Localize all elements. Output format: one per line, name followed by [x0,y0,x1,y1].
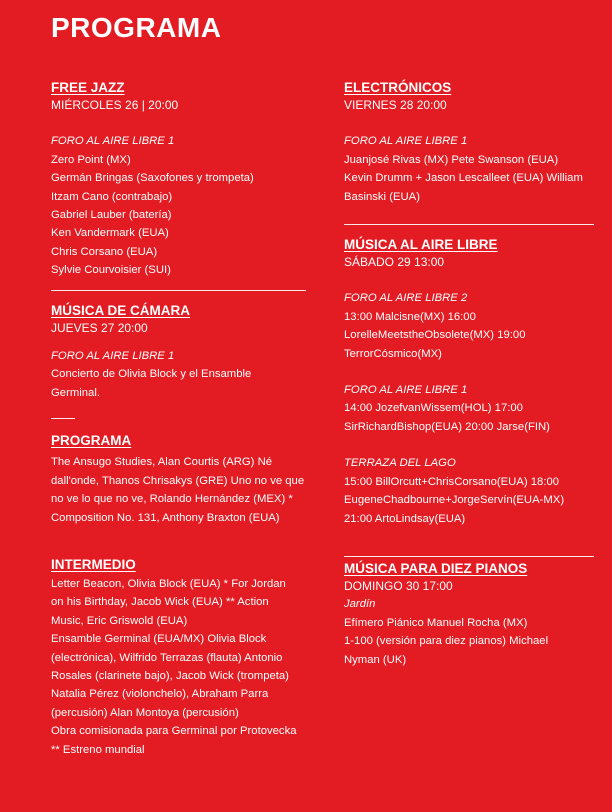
lineup-item: Ken Vandermark (EUA) [51,227,169,240]
intermedio-line: ** Estreno mundial [51,743,145,756]
camara-venue: FORO AL AIRE LIBRE 1 [51,350,175,363]
intermedio-line: Ensamble Germinal (EUA/MX) Olivia Block [51,633,267,646]
lineup-item: 1-100 (versión para diez pianos) Michael [344,635,549,648]
section-heading-diez-pianos: MÚSICA PARA DIEZ PIANOS [344,560,528,576]
intermedio-line: (electrónica), Wilfrido Terrazas (flauta) Antonio [51,651,283,664]
left-column [51,80,306,759]
diez-pianos-venue: Jardín [344,598,376,611]
diez-pianos-date: DOMINGO 30 17:00 [344,578,453,593]
intermedio-line: (percusión) Alan Montoya (percusión) [51,706,239,719]
intermedio-line: Obra comisionada para Germinal por Protovecka [51,725,297,738]
intermedio-line: Music, Eric Griswold (EUA) [51,614,188,627]
lineup-item: 14:00 JozefvanWissem(HOL) 17:00 [344,402,523,415]
section-heading-free-jazz: FREE JAZZ [51,80,125,95]
section-heading-programa: PROGRAMA [51,433,132,449]
aire-libre-venue-1: FORO AL AIRE LIBRE 2 [344,292,468,305]
aire-libre-venue-2: FORO AL AIRE LIBRE 1 [344,384,468,397]
lineup-item: 21:00 ArtoLindsay(EUA) [344,512,466,525]
programa-line: dall'onde, Thanos Chrisakys (GRE) Uno no ve que [51,474,305,487]
section-heading-aire-libre: MÚSICA AL AIRE LIBRE [344,237,498,253]
intermedio-line: Rosales (clarinete bajo), Jacob Wick (trompeta) [51,669,289,682]
lineup-item: 13:00 Malcisne(MX) 16:00 [344,310,476,323]
aire-libre-date: SÁBADO 29 13:00 [344,255,445,270]
intermedio-line: Natalia Pérez (violonchelo), Abraham Parra [51,688,269,701]
section-heading-intermedio: INTERMEDIO [51,556,136,572]
lineup-item: Juanjosé Rivas (MX) Pete Swanson (EUA) [344,153,559,166]
lineup-item: Itzam Cano (contrabajo) [51,190,173,203]
camara-date: JUEVES 27 20:00 [51,320,148,335]
section-heading-camara: MÚSICA DE CÁMARA [51,302,190,318]
lineup-item: Germán Bringas (Saxofones y trompeta) [51,172,254,185]
lineup-item: Zero Point (MX) [51,153,131,166]
lineup-item: SirRichardBishop(EUA) 20:00 Jarse(FIN) [344,420,550,433]
lineup-item: Nyman (UK) [344,653,407,666]
intermedio-line: on his Birthday, Jacob Wick (EUA) ** Action [51,596,269,609]
lineup-item: Kevin Drumm + Jason Lescalleet (EUA) William [344,172,583,185]
page-title: PROGRAMA [51,12,222,43]
camara-line: Germinal. [51,386,100,399]
intermedio-line: Letter Beacon, Olivia Block (EUA) * For Jordan [51,577,286,590]
lineup-item: 15:00 BillOrcutt+ChrisCorsano(EUA) 18:00 [344,475,560,488]
section-heading-electronicos: ELECTRÓNICOS [344,80,452,95]
lineup-item: TerrorCósmico(MX) [344,347,442,360]
camara-line: Concierto de Olivia Block y el Ensamble [51,368,252,381]
short-divider [51,418,75,419]
section-divider [344,556,594,557]
programa-line: The Ansugo Studies, Alan Courtis (ARG) Né [51,456,273,469]
lineup-item: Basinski (EUA) [344,190,420,203]
programa-line: no ve lo que no ve, Rolando Hernández (MEX) * [51,493,293,506]
electronicos-date: VIERNES 28 20:00 [344,98,447,112]
free-jazz-date: MIÉRCOLES 26 | 20:00 [51,98,179,112]
lineup-item: LorelleMeetstheObsolete(MX) 19:00 [344,329,526,342]
lineup-item: Chris Corsano (EUA) [51,245,158,258]
programa-line: Composition No. 131, Anthony Braxton (EUA) [51,511,280,524]
lineup-item: EugeneChadbourne+JorgeServín(EUA-MX) [344,494,565,507]
section-divider [344,224,594,225]
right-column [344,80,594,669]
free-jazz-venue: FORO AL AIRE LIBRE 1 [51,135,175,148]
lineup-item: Efímero Piánico Manuel Rocha (MX) [344,616,528,629]
lineup-item: Sylvie Courvoisier (SUI) [51,264,171,277]
aire-libre-venue-3: TERRAZA DEL LAGO [344,457,456,470]
lineup-item: Gabriel Lauber (batería) [51,209,172,222]
electronicos-venue: FORO AL AIRE LIBRE 1 [344,135,468,148]
section-divider [51,290,306,291]
